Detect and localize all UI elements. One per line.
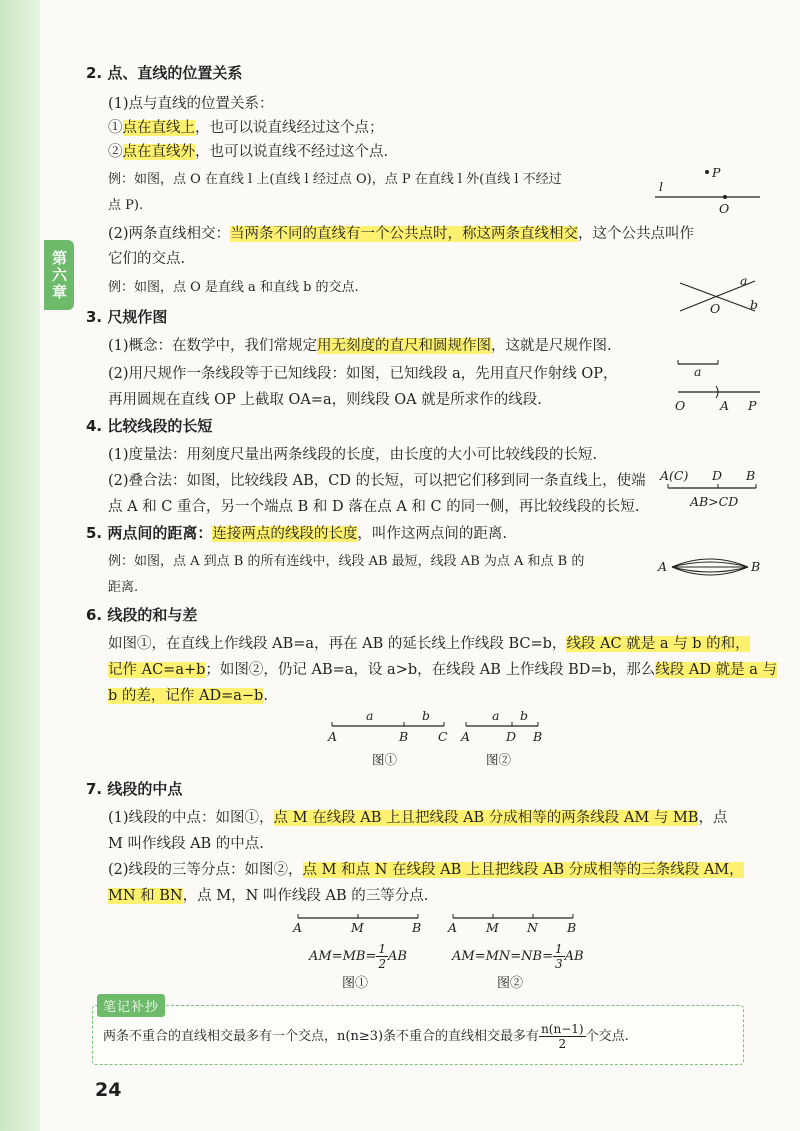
figure-distance xyxy=(658,553,766,583)
label-b-point: B xyxy=(412,920,422,935)
s3-concept: (1)概念：在数学中，我们常规定用无刻度的直尺和圆规作图，这就是尺规作图. xyxy=(108,338,612,354)
label-b: B xyxy=(751,559,761,574)
label-b-point: B xyxy=(567,920,577,935)
figure-trisection xyxy=(445,910,585,940)
label-b: b xyxy=(422,708,431,723)
point-p xyxy=(705,170,709,174)
s5-example-line2: 距离. xyxy=(108,580,139,595)
s2-sub2: (2)两条直线相交：当两条不同的直线有一个公共点时，称这两条直线相交，这个公共点叫作 xyxy=(108,226,695,242)
label-a-point: A xyxy=(293,920,303,935)
s7-line1: (1)线段的中点：如图①，点 M 在线段 AB 上且把线段 AB 分成相等的两条线段 AM 与 MB，点 xyxy=(108,810,728,826)
label-a: a xyxy=(492,708,500,723)
midpoint-equation: AM=MB= $\frac{1}{2}$ AB xyxy=(309,942,407,971)
s2-example2: 例：如图，点 O 是直线 a 和直线 b 的交点. xyxy=(108,280,359,295)
s6-line2: 记作 AC=a+b；如图②，仍记 AB=a，设 a>b，在线段 AB 上作线段 BD=b，那么线段 AD 就是 a 与 xyxy=(108,662,777,678)
page-number: 24 xyxy=(95,1079,122,1101)
s6-line3: b 的差，记作 AD=a−b. xyxy=(108,688,268,704)
label-a-point: A xyxy=(328,729,338,744)
label-m-point: M xyxy=(486,920,499,935)
trisection-equation: AM=MN=NB= $\frac{1}{3}$ AB xyxy=(452,942,584,971)
notes-text: 两条不重合的直线相交最多有一个交点，n(n≥3)条不重合的直线相交最多有 $\frac{n(n-1)}{2}$ 个交点. xyxy=(103,1022,629,1051)
figure-sum xyxy=(326,708,456,768)
notes-tag: 笔记补抄 xyxy=(97,994,165,1017)
label-d: D xyxy=(712,468,723,483)
label-d-point: D xyxy=(506,729,517,744)
curve xyxy=(672,567,748,575)
s7-line4: MN 和 BN，点 M，N 叫作线段 AB 的三等分点. xyxy=(108,888,429,904)
caption: AB>CD xyxy=(690,494,739,509)
section-3-title: 3. 尺规作图 xyxy=(86,308,168,326)
section-5-line: 5. 两点间的距离：连接两点的线段的长度，叫作这两点间的距离. xyxy=(86,524,507,542)
figure-midpoint xyxy=(290,910,430,940)
label-a-point: A xyxy=(448,920,458,935)
section-6-title: 6. 线段的和与差 xyxy=(86,606,198,624)
label-a-point: A xyxy=(720,398,730,413)
caption-fig2: 图② xyxy=(497,976,524,991)
label-b-point: B xyxy=(533,729,543,744)
s2-item1: ①点在直线上，也可以说直线经过这个点； xyxy=(108,120,384,136)
s2-example1-line2: 点 P). xyxy=(108,198,144,213)
label-o: O xyxy=(710,301,721,316)
page-spine xyxy=(0,0,40,1131)
caption: 图① xyxy=(372,752,398,767)
section-7-title: 7. 线段的中点 xyxy=(86,780,183,798)
label-o: O xyxy=(719,201,730,216)
s4-line1: (1)度量法：用刻度尺量出两条线段的长度，由长度的大小可比较线段的长短. xyxy=(108,447,598,463)
s5-example-line1: 例：如图，点 A 到点 B 的所有连线中，线段 AB 最短，线段 AB 为点 A 和点 B 的 xyxy=(108,554,585,569)
s2-sub1: (1)点与直线的位置关系： xyxy=(108,96,274,112)
s3-construct-line2: 再用圆规在直线 OP 上截取 OA=a，则线段 OA 就是所求作的线段. xyxy=(108,392,542,408)
label-a: a xyxy=(694,364,702,379)
label-l: l xyxy=(659,179,663,194)
s2-example1-line1: 例：如图，点 O 在直线 l 上(直线 l 经过点 O)，点 P 在直线 l 外(直线 l 不经过 xyxy=(108,172,562,187)
s2-item2: ②点在直线外，也可以说直线不经过这个点. xyxy=(108,144,389,160)
chapter-tab: 第六章 xyxy=(44,240,74,310)
label-a: a xyxy=(740,273,748,288)
label-n-point: N xyxy=(527,920,538,935)
label-a: A xyxy=(658,559,668,574)
s7-line3: (2)线段的三等分点：如图②，点 M 和点 N 在线段 AB 上且把线段 AB 分成相等的三条线段 AM， xyxy=(108,862,744,878)
s4-line2: (2)叠合法：如图，比较线段 AB，CD 的长短，可以把它们移到同一条直线上，使端 xyxy=(108,473,646,489)
s2-sub2-line2: 它们的交点. xyxy=(108,251,186,267)
label-m-point: M xyxy=(351,920,364,935)
label-o: O xyxy=(675,398,686,413)
figure-point-line xyxy=(655,165,765,215)
figure-compare-segments xyxy=(660,468,765,513)
figure-intersecting-lines xyxy=(680,275,770,320)
label-b: b xyxy=(750,297,759,312)
section-4-title: 4. 比较线段的长短 xyxy=(86,417,213,435)
s7-line2: M 叫作线段 AB 的中点. xyxy=(108,836,264,852)
figure-ruler-construction xyxy=(672,360,767,415)
caption: 图② xyxy=(486,752,512,767)
label-b-point: B xyxy=(399,729,409,744)
figure-difference xyxy=(458,708,548,768)
label-b: B xyxy=(746,468,756,483)
label-ac: A(C) xyxy=(660,468,689,483)
label-a-point: A xyxy=(461,729,471,744)
section-2-title: 2. 点、直线的位置关系 xyxy=(86,64,243,82)
s4-line3: 点 A 和 C 重合，另一个端点 B 和 D 落在点 A 和 C 的同一侧，再比较线段的长短. xyxy=(108,499,640,515)
curve xyxy=(672,559,748,567)
label-c-point: C xyxy=(438,729,448,744)
s6-line1: 如图①，在直线上作线段 AB=a，再在 AB 的延长线上作线段 BC=b，线段 AC 就是 a 与 b 的和， xyxy=(108,636,750,652)
label-p: P xyxy=(748,398,757,413)
point-o xyxy=(723,195,727,199)
label-a: a xyxy=(366,708,374,723)
label-p: P xyxy=(712,165,721,180)
caption-fig1: 图① xyxy=(342,976,369,991)
s3-construct-line1: (2)用尺规作一条线段等于已知线段：如图，已知线段 a，先用直尺作射线 OP， xyxy=(108,366,618,382)
label-b: b xyxy=(520,708,529,723)
